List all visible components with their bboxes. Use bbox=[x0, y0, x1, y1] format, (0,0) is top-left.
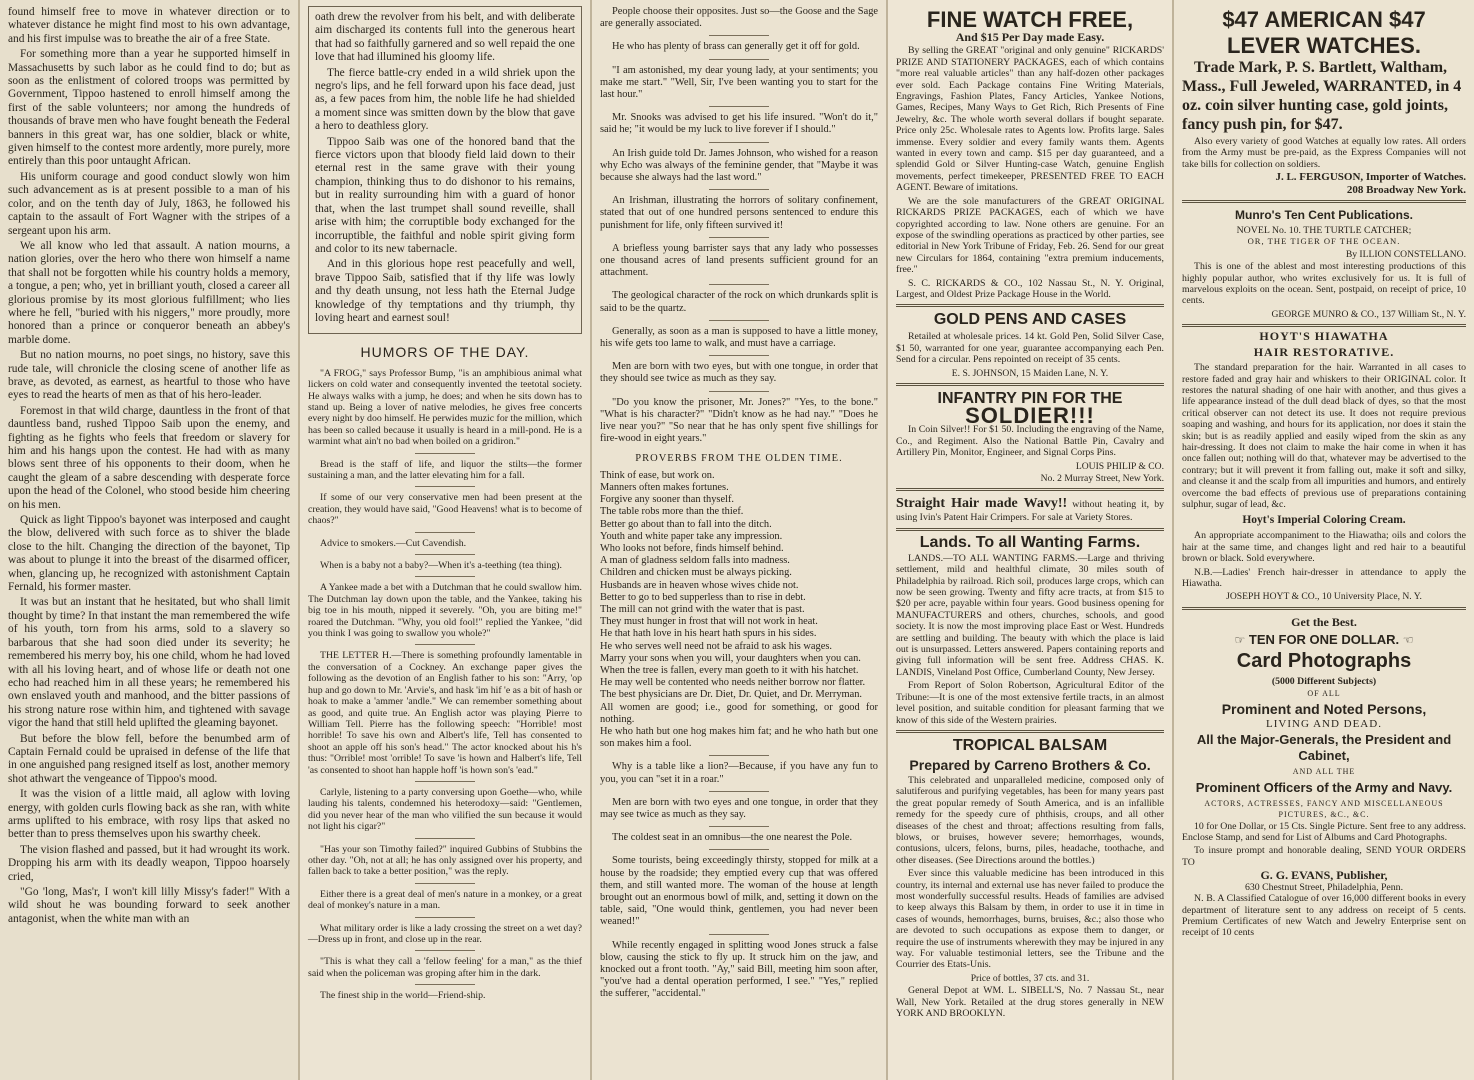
column-ads-left bbox=[888, 0, 1172, 1080]
lands-ad-body: LANDS.—TO ALL WANTING FARMS.—Large and thriving settlement, mild and healthful climate, 30 miles south of Philadelphia by railroad. Rich soil, produces large crops, which can now be seen growing. Twenty and fifty acre tracts, at from $15 to $20 per acre, payable within four years. Good business opening for MANUFACTURERS and others, churches, schools, and good society. It is now the most improving place East or West. Hundreds are settling and building. The beauty with which the place is laid out is unsurpassed. Letters answered. Papers containing reports and giving full information will be sent free. Address CHAS. K. LANDIS, Vineland Post Office, Cumberland County, New Jersey. bbox=[896, 552, 1164, 678]
divider-rule bbox=[709, 755, 769, 756]
hair-ad-body: without heating it, by using Ivin's Patent Hair Crimpers. For sale at Variety Stores. bbox=[896, 499, 1165, 524]
proverb: He that hath love in his heart hath spurs in his sides. bbox=[600, 628, 817, 640]
humor-item: A Yankee made a bet with a Dutchman that he could swallow him. The Dutchman lay down upon the table, and the Yankee, taking his big toe in his mouth, nipped it severely. "Oh, you are biting me!" roared the Dutchman. "Why, you old fool!" replied the Yankee, "did you think I was going to swallow you whole?" bbox=[308, 582, 582, 640]
proverb: Husbands are in heaven whose wives chide not. bbox=[600, 579, 799, 591]
humor-item: If some of our very conservative men had been present at the creation, they would have said, "Good Heavens! what is to become of chaos?" bbox=[308, 492, 582, 527]
story-paragraph: Quick as light Tippoo's bayonet was interposed and caught the blow, delivered with such force as to shiver the blade close to the hilt. Changing the direction of the bayonet, Tip was about to plunge it into the breast of the disarmed officer, when, glancing up, he recognized with astonishment Captain Fernald, his former master. bbox=[8, 514, 290, 594]
story-paragraph: But no nation mourns, no poet sings, no history, save this rude tale, will chronicle the closing scene of another life as brave, as devoted, as earnest, as heartful to those who have eyes to read the hearts of men as that of his hero-leader. bbox=[8, 349, 290, 402]
proverb: All women are good; i.e., good for something, or good for nothing. bbox=[600, 701, 878, 725]
divider-rule bbox=[709, 355, 769, 356]
card-ad-living: LIVING AND DEAD. bbox=[1266, 718, 1382, 731]
card-ad-ten bbox=[1182, 631, 1466, 647]
divider-rule bbox=[1182, 200, 1466, 203]
humor-item: The finest ship in the world—Friend-ship. bbox=[320, 990, 486, 1002]
pin-ad-title: INFANTRY PIN FOR THE bbox=[937, 389, 1123, 407]
proverb: The table robs more than the thief. bbox=[600, 506, 744, 518]
divider-rule bbox=[709, 320, 769, 321]
munro-ad-author: By ILLION CONSTELLANO. bbox=[1345, 248, 1466, 260]
hoyt-cream-title: Hoyt's Imperial Coloring Cream. bbox=[1242, 514, 1406, 527]
column-story bbox=[0, 0, 298, 1080]
divider-rule bbox=[709, 391, 769, 392]
story-paragraph: But before the blow fell, before the benumbed arm of Captain Fernald could be upraised in defense of the life that in one anguished pang resigned itself as lost, another memory shot athwart the vengeance of Tippoo's mood. bbox=[8, 732, 290, 785]
humor-item: "I am astonished, my dear young lady, at your sentiments; you make me start." "Well, Sir, I've been wanting you to start for the last hour." bbox=[600, 64, 878, 101]
lever-ad-title: $47 AMERICAN $47 bbox=[1222, 7, 1426, 32]
proverbs-heading: PROVERBS FROM THE OLDEN TIME. bbox=[635, 453, 843, 465]
hoyt-ad-nb: N.B.—Ladies' French hair-dresser in attendance to apply the Hiawatha. bbox=[1182, 566, 1466, 589]
pointing-hand-icon: ☞ bbox=[1234, 632, 1246, 647]
humor-item: People choose their opposites. Just so—the Goose and the Sage are generally associated. bbox=[600, 6, 878, 30]
humor-item: "Do you know the prisoner, Mr. Jones?" "Yes, to the bone." "What is his character?" "Didn't know as he had nay." "Does he live near you?" "So near that he has only spent five shillings for fire-wood in eight years." bbox=[600, 396, 878, 445]
proverb: He may well be contented who needs neither borrow nor flatter. bbox=[600, 677, 866, 689]
card-ad-of: OF ALL bbox=[1307, 688, 1341, 698]
watch-ad-body: By selling the GREAT "original and only genuine" RICKARDS' PRIZE AND STATIONERY PACKAGES, each of which contains "more real valuable articles" than any half-dozen other packages ever sold. Each Package contains Fine Writing Materials, Engravings, Fashion Plates, Fancy Articles, Yankee Notions, Games, Recipes, Many Ways to Get Rich, Rich Presents of Fine Jewelry, &c. The whole worth several dollars if bought separate. Price only 25c. Wholesale rates to Agents low. Profits large. Sales immense. Every soldier and every family wants them. Agents wanted in every town and camp. $15 per day guaranteed, and a splendid Gold or Silver Hunting-case Watch, genuine English movements, perfect timekeeper, PRESENTED FREE TO EACH AGENT. Beware of imitations. bbox=[896, 45, 1164, 194]
pens-ad-body: Retailed at wholesale prices. 14 kt. Gold Pen, Solid Silver Case, $1 50, warranted for one year, guarantee accompanying each Pen. Send for a circular. Pens repointed on receipt of 35 cents. bbox=[896, 331, 1164, 366]
proverb: When the tree is fallen, every man goeth to it with his hatchet. bbox=[600, 664, 859, 676]
story-paragraph: oath drew the revolver from his belt, and with deliberate aim discharged its contents full into the generous heart that had so faithfully garnered and so well repaid the one love that had illumined his gloomy life. bbox=[315, 11, 575, 64]
proverb: A man of gladness seldom falls into madness. bbox=[600, 555, 790, 567]
lands-ad-body: From Report of Solon Robertson, Agricultural Editor of the Tribune:—It is one of the most extensive fertile tracts, in an almost level position, and suitable condition for pleasant farming that we know of this side of the Western prairies. bbox=[896, 680, 1164, 726]
column-ads-right bbox=[1174, 0, 1474, 1080]
card-ad-prompt: To insure prompt and honorable dealing, SEND YOUR ORDERS TO bbox=[1182, 845, 1466, 868]
divider-rule bbox=[1182, 607, 1466, 610]
divider-rule bbox=[415, 576, 475, 577]
proverb: Better to go to bed supperless than to rise in debt. bbox=[600, 591, 806, 603]
divider-rule bbox=[415, 883, 475, 884]
proverb: Better go about than to fall into the ditch. bbox=[600, 518, 772, 530]
proverbs-list bbox=[600, 470, 878, 751]
divider-rule bbox=[415, 644, 475, 645]
divider-rule bbox=[709, 284, 769, 285]
divider-rule bbox=[709, 35, 769, 36]
humor-item: Why is a table like a lion?—Because, if you have any fun to you, you can "set it in a roar." bbox=[600, 761, 878, 785]
hoyt-ad-title: HAIR RESTORATIVE. bbox=[1253, 344, 1395, 359]
story-paragraph: The fierce battle-cry ended in a wild shriek upon the negro's lips, and he fell forward upon his face dead, just as, a few paces from him, the noble life he had shielded a moment since was smitten down by the blow that gave a hero to deathless glory. bbox=[315, 66, 575, 133]
balsam-ad-subtitle: Prepared by Carreno Brothers & Co. bbox=[909, 756, 1151, 773]
divider-rule bbox=[709, 791, 769, 792]
humor-item: Bread is the staff of life, and liquor the stilts—the former sustaining a man, and the latter elevating him for a fall. bbox=[308, 458, 582, 481]
card-ad-address: 630 Chestnut Street, Philadelphia, Penn. bbox=[1244, 881, 1404, 893]
divider-rule bbox=[415, 950, 475, 951]
divider-rule bbox=[709, 59, 769, 60]
card-ad-body: 10 for One Dollar, or 15 Cts. Single Picture. Sent free to any address. Enclose Stamp, and send for List of Albums and Card Photographs. bbox=[1182, 820, 1466, 844]
humor-item: "A FROG," says Professor Bump, "is an amphibious animal what lickers on cold water and consequently invented the teetotal society. He always walks with a jump, he does; and when he sits down has to stand up. Being a lover of native melodies, he gives free concerts every night by doo himself. He perwides muzic for the million, which has been so called because it usually is heard in a mill-pond. He is a warmint what ain't no bad when boiled on a gridiron." bbox=[308, 367, 582, 448]
story-paragraph: For something more than a year he supported himself in Massachusetts by such labor as he could find to do; but as soon as the enlistment of colored troops was permitted by Government, Tippoo hastened to enroll himself among the first of the sable volunteers; nor among the hundreds of thousands of brave men who have fought beneath the Federal banners in this great war, has one soldier, black or white, given himself to the contest more ardently, more purely, more entirely than this poor untaught African. bbox=[8, 48, 290, 168]
card-ad-prominent: Prominent and Noted Persons, bbox=[1221, 701, 1427, 718]
watch-ad-body: We are the sole manufacturers of the GREAT ORIGINAL RICKARDS PRIZE PACKAGES, each of which we have copyrighted according to law. None others are genuine. For an expose of the swindling operations as practiced by other parties, see editorial in New York Tribune of Friday, Feb. 26. Send for our great new Circulars for 1864, containing "extra premium inducements, free." bbox=[896, 195, 1164, 276]
munro-ad-novel: NOVEL No. 10. THE TURTLE CATCHER; bbox=[1236, 225, 1412, 237]
story-paragraph: found himself free to move in whatever direction or to whatever distance he might find most to his own advantage, and his first impulse was to breathe the air of a free State. bbox=[8, 6, 290, 45]
humors-heading: HUMORS OF THE DAY. bbox=[360, 344, 530, 361]
munro-ad-signature: GEORGE MUNRO & CO., 137 William St., N. Y. bbox=[1271, 308, 1466, 320]
divider-rule bbox=[415, 838, 475, 839]
divider-rule bbox=[896, 383, 1164, 386]
divider-rule bbox=[709, 189, 769, 190]
pin-ad-soldier: SOLDIER!!! bbox=[965, 402, 1095, 428]
humor-item: The geological character of the rock on which drunkards split is said to be the quartz. bbox=[600, 290, 878, 314]
lever-ad-address: 208 Broadway New York. bbox=[1346, 183, 1466, 196]
divider-rule bbox=[415, 984, 475, 985]
divider-rule bbox=[709, 934, 769, 935]
pointing-hand-icon: ☜ bbox=[1402, 632, 1414, 647]
lever-ad-signature: J. L. FERGUSON, Importer of Watches. bbox=[1275, 171, 1466, 184]
proverb: Manners often makes fortunes. bbox=[600, 481, 729, 493]
story-paragraph: It was the vision of a little maid, all aglow with loving energy, with golden curls flowing back as she ran, with white arms uplifted to his embrace, with rosy lips that asked no better than to press themselves upon his swarthy cheek. bbox=[8, 788, 290, 841]
column-humors-proverbs bbox=[592, 0, 886, 1080]
humor-item: "Has your son Timothy failed?" inquired Gubbins of Stubbins the other day. "Oh, not at all; he has only assigned over his property, and fallen back to take a better position," was the reply. bbox=[308, 843, 582, 878]
proverb: Think of ease, but work on. bbox=[600, 469, 715, 481]
divider-rule bbox=[709, 106, 769, 107]
card-ad-officers: Prominent Officers of the Army and Navy. bbox=[1195, 779, 1453, 795]
story-paragraph: "Go 'long, Mas'r, I won't kill lilly Missy's fader!" With a wild shout he was bounding forward to seek another antagonist, when the white man with an bbox=[8, 886, 290, 925]
divider-rule bbox=[709, 826, 769, 827]
divider-rule bbox=[415, 486, 475, 487]
hoyt-ad-body: The standard preparation for the hair. Warranted in all cases to restore faded and gray hair and whiskers to their ORIGINAL color. It restores the natural shading of one hair with another, and thus gives a life appearance instead of the dull dead black of dyes, so that the most critical observer can not detect its use. It does not require previous soaping and washing, and hours for its application, nor does it stain the skin; but is as readily applied and easily wiped from the skin as any hair-dressing. It does not claim to make the hair come in when it has once fallen out; nothing will do that, whatever may be advertised to the contrary; but it will prevent it from falling out, make it soft and silky, and cleanse it and the scalp from all impurities and humors, and entirely overcome the bad effects of previous use of preparations containing sulphur, sugar of lead, &c. bbox=[1182, 362, 1466, 510]
divider-rule bbox=[896, 730, 1164, 733]
card-ad-and: AND ALL THE bbox=[1292, 767, 1356, 777]
card-ad-actors: ACTORS, ACTRESSES, FANCY AND MISCELLANEOUS PICTURES, &C., &C. bbox=[1204, 798, 1444, 820]
humor-item: When is a baby not a baby?—When it's a-teething (tea thing). bbox=[320, 560, 562, 572]
humor-item: What military order is like a lady crossing the street on a wet day?—Dress up in front, and close up in the rear. bbox=[308, 922, 582, 945]
story-paragraph: Tippoo Saib was one of the honored band that the fierce victors upon that bloody field laid down to their eternal rest in the same grave with their young champion, thinking thus to do dishonor to his remains, but in reality surrounding him with a guard of honor that, when the last trumpet shall sound reveille, shall arise with him; the corruptible body exchanged for the incorruptible, the faithful and noble spirit giving form and color to its new tabernacle. bbox=[315, 135, 575, 255]
munro-ad-title: Munro's Ten Cent Publications. bbox=[1235, 208, 1413, 223]
humor-item: Either there is a great deal of men's nature in a monkey, or a great deal of monkey's nature in a man. bbox=[308, 888, 582, 912]
humor-item: THE LETTER H.—There is something profoundly lamentable in the conversation of a Cockney. An exchange paper gives the following as the devotion of an English father to his son: "Arry, 'op hup and go down to Mr. 'Arvie's, and hask 'im hif 'e as a bit of hash or hoak to make a 'ammer 'andle." We can remember something about as good, and quite true. An English actor was playing Pierre to William Tell. Pierre has the following speech: "Horrible! most horrible! To save his own and Albert's life, Tell has consented to shoot an apple off his son's head." The actor knocked about his h's thus: "Orrible! most 'orrible! To save 'is hown and Halbert's life, Tell 'as consented to shoot han happle hoff 'is hown son's 'ead." bbox=[308, 650, 582, 776]
humor-item: Carlyle, listening to a party conversing upon Goethe—who, while lauding his talents, condemned his heterodoxy—said: "Gentlemen, did you never hear of the man who vilified the sun because it would not light his cigar?" bbox=[308, 786, 582, 833]
divider-rule bbox=[415, 781, 475, 782]
balsam-ad-body: This celebrated and unparalleled medicine, composed only of salutiferous and purifying vegetables, has been for many years past the great popular remedy of South America, and is an infallible remedy for the speedy cure of phthisis, croups, and all other diseases of the chest and throat; affections resulting from falls, blows, or bruises, however severe; hemorrhages, wounds, contusions, ulcers, felons, burns, piles, headache, toothache, and other diseases. (See Directions around the bottles.) bbox=[896, 774, 1164, 866]
divider-rule bbox=[415, 532, 475, 533]
card-ad-generals: All the Major-Generals, the President and Cabinet, bbox=[1196, 732, 1452, 764]
divider-rule bbox=[1182, 324, 1466, 327]
divider-rule bbox=[415, 554, 475, 555]
divider-rule bbox=[415, 917, 475, 918]
proverb: Forgive any sooner than thyself. bbox=[600, 494, 734, 506]
munro-ad-novel-sub: OR, THE TIGER OF THE OCEAN. bbox=[1247, 236, 1401, 247]
divider-rule bbox=[896, 304, 1164, 307]
lever-ad-body: Also every variety of good Watches at equally low rates. All orders from the Army must be pre-paid, as the Express Companies will not take bills for collection on soldiers. bbox=[1182, 136, 1466, 170]
pin-ad-body: In Coin Silver!! For $1 50. Including the engraving of the Name, Co., and Regiment. Also the National Battle Pin, Cavalry and Artillery Pin, Monitor, Engineer, and Signal Corps Pins. bbox=[896, 424, 1164, 459]
story-paragraph: And in this glorious hope rest peacefully and well, brave Tippoo Saib, satisfied that if thy life was lowly and thy death unsung, not less hath the Eternal Judge knowledge of thy temptations and thy triumph, thy loving heart and earnest soul! bbox=[315, 258, 575, 324]
pin-ad-address: No. 2 Murray Street, New York. bbox=[1040, 473, 1164, 484]
card-ad-ten-text: TEN FOR ONE DOLLAR. bbox=[1248, 631, 1400, 647]
hoyt-ad-title: HOYT'S HIAWATHA bbox=[1259, 329, 1389, 344]
story-paragraph: The vision flashed and passed, but it had wrought its work. Dropping his arm with its deadly weapon, Tippoo hoarsely cried, bbox=[8, 843, 290, 883]
divider-rule bbox=[709, 142, 769, 143]
humor-item: Generally, as soon as a man is supposed to have a little money, his wife gets too lame to walk, and must have a carriage. bbox=[600, 325, 878, 350]
humor-item: Advice to smokers.—Cut Cavendish. bbox=[320, 537, 467, 549]
card-ad-signature: G. G. EVANS, Publisher, bbox=[1260, 868, 1388, 883]
story-paragraph: Foremost in that wild charge, dauntless in the front of that dauntless band, rushed Tippoo Saib upon the enemy, and fighting as he fights who feels that freedom or slavery for him and his hangs upon the contest. He had with as many blows sent three of his opponents to their doom, when he caught the gleam of a sabre descending with desperate force upon the head of the Colonel, who stood beside him cheering on his men. bbox=[8, 404, 290, 511]
column-story-humors bbox=[300, 0, 590, 1080]
proverb: Youth and white paper take any impression. bbox=[600, 530, 783, 542]
pens-ad-signature: E. S. JOHNSON, 15 Maiden Lane, N. Y. bbox=[951, 367, 1109, 379]
lever-ad-headline: Trade Mark, P. S. Bartlett, Waltham, Mass., Full Jeweled, WARRANTED, in 4 oz. coin silver hunting case, gold joints, fancy push pin, for $47. bbox=[1182, 59, 1462, 133]
pens-ad-title: GOLD PENS AND CASES bbox=[933, 311, 1127, 329]
watch-ad-subtitle: And $15 Per Day made Easy. bbox=[955, 30, 1105, 44]
humor-item: Some tourists, being exceedingly thirsty, stopped for milk at a house by the roadside; they emptied every cup that was offered them, and still wanted more. The woman of the house at length brought out an enormous bowl of milk, and, setting it down on the table, said, "One would think, gentlemen, you had never been weaned!" bbox=[600, 855, 878, 928]
balsam-ad-title: TROPICAL BALSAM bbox=[952, 736, 1108, 754]
divider-rule bbox=[709, 849, 769, 850]
humor-item: Men are born with two eyes and one tongue, in order that they may see twice as much as they say. bbox=[600, 796, 878, 820]
hair-ad-title: Straight Hair made Wavy!! bbox=[896, 496, 1068, 512]
story-paragraph: We all know who led that assault. A nation mourns, a nation glories, over the hero who there won himself a name that shall not be forgotten while his country holds a memory, a tongue, a pen; who, yet in brilliant youth, closed a career all glorious promise by its most glorious fulfillment; who lies where he fell, "buried with his niggers," more proudly, more honored than a prince or conqueror beneath an abbey's marble dome. bbox=[8, 239, 290, 346]
proverb: He who hath but one hog makes him fat; and he who hath but one son makes him a fool. bbox=[600, 725, 878, 750]
pin-ad-signature: LOUIS PHILIP & CO. bbox=[1075, 460, 1164, 472]
balsam-ad-body: Ever since this valuable medicine has been introduced in this country, its internal and external use has never failed to produce the most wonderfully successful results. Heads of families are advised to keep always this Balsam by them, in order to use it in time in cases of wounds, hemorrhages, burns, bruises, &c.; also those who are devoted to such occupations as expose them to danger, or require the use of instruments wherewith they may be injured in any way. For valuable testimonial letters, see the Tribune and the Courrier des Etats-Unis. bbox=[896, 868, 1164, 971]
story-conclusion-box bbox=[308, 6, 582, 334]
humor-item: While recently engaged in splitting wood Jones struck a false blow, causing the stick to fly up. It struck him on the jaw, and knocked out a front tooth. "Ay," said Bill, meeting him soon after, "you've had a dental operation performed, I see." "Yes," replied the sufferer, "accidental." bbox=[600, 939, 878, 1000]
lever-ad-title: LEVER WATCHES. bbox=[1227, 33, 1421, 58]
proverb: Children and chicken must be always picking. bbox=[600, 567, 792, 579]
story-paragraph: It was but an instant that he hesitated, but who shall limit thought by time? In that instant the man remembered the wife of his youth, torn from his arms, sold to a slavery so barbarous that she had soon died under its severity; he remembered his merry boy, his one child, whom he had loved with all his loving heart, and of whose life or death not one echo had reached him in all these years; he remembered his own enslaved youth and manhood, and the bitter passions of his strong nature rose within him, and tightened with savage vigor the hand that still held uplifted the gleaming bayonet. bbox=[8, 596, 290, 730]
card-ad-subtitle: (5000 Different Subjects) bbox=[1271, 676, 1377, 688]
card-ad-best: Get the Best. bbox=[1291, 614, 1357, 629]
proverb: The mill can not grind with the water that is past. bbox=[600, 603, 805, 615]
humor-item: Mr. Snooks was advised to get his life insured. "Won't do it," said he; "it would be my luck to live forever if I should." bbox=[600, 112, 878, 136]
card-ad-title: Card Photographs bbox=[1236, 650, 1412, 673]
humor-item: A briefless young barrister says that any lady who possesses one thousand acres of land presents sufficient ground for an attachment. bbox=[600, 242, 878, 279]
humor-item: "This is what they call a 'fellow feeling' for a man," as the thief said when the policeman was groping after him in the dark. bbox=[308, 956, 582, 979]
humor-item: He who has plenty of brass can generally get it off for gold. bbox=[612, 41, 860, 53]
watch-ad-signature: S. C. RICKARDS & CO., 102 Nassau St., N. Y. Original, Largest, and Oldest Prize Package House in the World. bbox=[896, 277, 1164, 300]
card-ad-nb: N. B. A Classified Catalogue of over 16,000 different books in every department of literature sent to any address on receipt of 5 cents. Premium Certificates of new Watch and Jewelry Enterprise sent on receipt of 10 cents bbox=[1182, 893, 1466, 939]
watch-ad-title: FINE WATCH FREE, bbox=[926, 7, 1134, 32]
divider-rule bbox=[896, 488, 1164, 491]
proverb: Marry your sons when you will, your daughters when you can. bbox=[600, 652, 861, 664]
lands-ad-title: Lands. To all Wanting Farms. bbox=[919, 533, 1141, 551]
balsam-ad-depot: General Depot at WM. L. SIBELL'S, No. 7 Nassau St., near Wall, New York. Retailed at the drug stores generally in NEW YORK AND BROOKLYN. bbox=[896, 985, 1164, 1020]
humor-item: The coldest seat in an omnibus—the one nearest the Pole. bbox=[612, 832, 853, 844]
balsam-ad-price: Price of bottles, 37 cts. and 31. bbox=[970, 972, 1090, 984]
story-paragraph: His uniform courage and good conduct slowly won him such advancement as is at present possible to a man of his color, and on the tenth day of July, 1863, he followed his captain to the assault of Fort Wagner with the stripes of a sergeant upon his arm. bbox=[8, 170, 290, 237]
munro-ad-body: This is one of the ablest and most interesting productions of this highly popular author, who writes exclusively for us. It is full of marvelous exploits on the ocean. Sent, postpaid, on receipt of price, 10 cents. bbox=[1182, 261, 1466, 307]
humor-item: Men are born with two eyes, but with one tongue, in order that they should see twice as much as they say. bbox=[600, 361, 878, 385]
proverb: Who looks not before, finds himself behind. bbox=[600, 542, 784, 554]
hoyt-cream-body: An appropriate accompaniment to the Hiawatha; oils and colors the hair at the same time, and changes light and red hair to a beautiful brown or black. Sold everywhere. bbox=[1182, 530, 1466, 565]
divider-rule bbox=[896, 528, 1164, 531]
humor-item: An Irishman, illustrating the horrors of solitary confinement, stated that out of one hundred persons sentenced to endure this punishment for life, only fifteen survived it! bbox=[600, 195, 878, 231]
hoyt-ad-signature: JOSEPH HOYT & CO., 10 University Place, N. Y. bbox=[1226, 591, 1422, 603]
proverb: He who serves well need not be afraid to ask his wages. bbox=[600, 640, 832, 652]
proverb: They must hunger in frost that will not work in heat. bbox=[600, 616, 818, 628]
divider-rule bbox=[415, 453, 475, 454]
proverb: The best physicians are Dr. Diet, Dr. Quiet, and Dr. Merryman. bbox=[600, 689, 863, 701]
humor-item: An Irish guide told Dr. James Johnson, who wished for a reason why Echo was always of the feminine gender, that "Maybe it was because she always had the last word." bbox=[600, 147, 878, 184]
divider-rule bbox=[709, 237, 769, 238]
